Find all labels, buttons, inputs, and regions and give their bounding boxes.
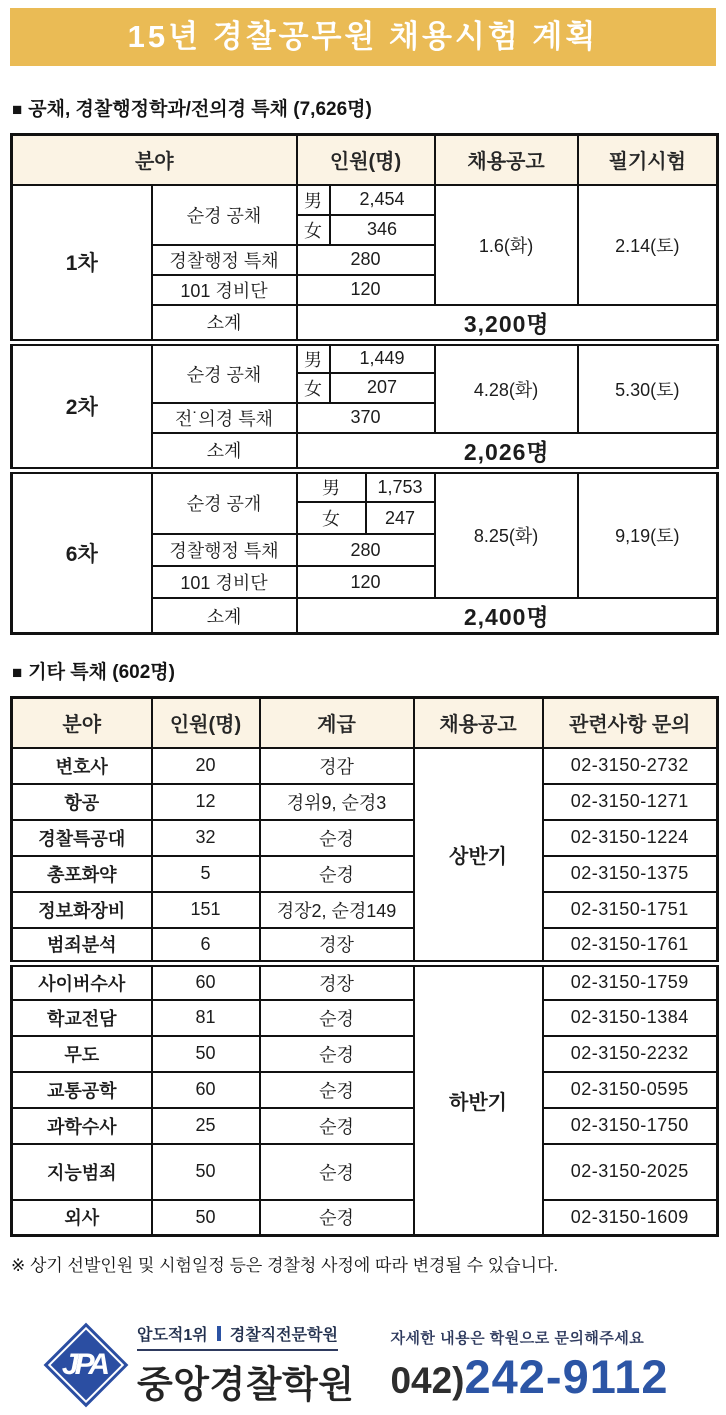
exam-date: 9,19(토) xyxy=(578,470,718,598)
column-header-announce: 채용공고 xyxy=(435,135,578,185)
rank-value: 순경 xyxy=(260,1072,414,1108)
category-count: 120 xyxy=(297,275,435,305)
special-recruit-table xyxy=(10,696,719,1237)
round2-block xyxy=(12,342,718,470)
subtotal-value: 3,200명 xyxy=(297,305,718,343)
count-value: 25 xyxy=(152,1108,260,1144)
subtotal-label: 소계 xyxy=(152,433,297,471)
category-label: 101 경비단 xyxy=(152,275,297,305)
phone-number: 02-3150-1609 xyxy=(543,1200,718,1236)
table-row xyxy=(12,1036,718,1072)
count-value: 6 xyxy=(152,928,260,964)
table-row xyxy=(12,1072,718,1108)
rank-value: 순경 xyxy=(260,1200,414,1236)
male-label: 男 xyxy=(297,185,330,215)
count-value: 20 xyxy=(152,748,260,784)
first-half-label: 상반기 xyxy=(414,748,543,964)
column-header-announce: 채용공고 xyxy=(414,698,543,748)
female-count: 247 xyxy=(366,502,435,534)
rank-value: 순경 xyxy=(260,1000,414,1036)
rank-value: 순경 xyxy=(260,1108,414,1144)
contact-note: 자세한 내용은 학원으로 문의해주세요 xyxy=(390,1329,645,1347)
table-row xyxy=(12,470,718,502)
field-name: 총포화약 xyxy=(12,856,152,892)
rank-value: 경장 xyxy=(260,964,414,1000)
category-count: 370 xyxy=(297,403,435,433)
table-row xyxy=(12,928,718,964)
rank-value: 경장2, 순경149 xyxy=(260,892,414,928)
field-name: 무도 xyxy=(12,1036,152,1072)
category-label: 전˙의경 특채 xyxy=(152,403,297,433)
second-half-label: 하반기 xyxy=(414,964,543,1236)
square-bullet-icon: ■ xyxy=(12,663,23,682)
count-value: 81 xyxy=(152,1000,260,1036)
special-recruit-heading xyxy=(12,657,726,684)
count-value: 32 xyxy=(152,820,260,856)
female-count: 346 xyxy=(330,215,435,245)
page-title: 15년 경찰공무원 채용시험 계획 xyxy=(127,19,599,54)
column-header-exam: 필기시험 xyxy=(578,135,718,185)
tagline-type-text: 경찰직전문학원 xyxy=(229,1327,338,1344)
announce-date: 8.25(화) xyxy=(435,470,578,598)
table-row xyxy=(12,1000,718,1036)
subtotal-label: 소계 xyxy=(152,598,297,634)
table-row xyxy=(12,1144,718,1200)
category-label: 경찰행정 특채 xyxy=(152,534,297,566)
field-name: 항공 xyxy=(12,784,152,820)
female-label: 女 xyxy=(297,502,366,534)
contact-phone xyxy=(390,1349,668,1404)
rank-value: 순경 xyxy=(260,1036,414,1072)
category-count: 280 xyxy=(297,534,435,566)
open-recruit-heading-text: 공채, 경찰행정학과/전의경 특채 (7,626명) xyxy=(28,99,372,120)
male-label: 男 xyxy=(297,470,366,502)
column-header-rank: 계급 xyxy=(260,698,414,748)
open-recruit-heading xyxy=(12,94,726,121)
male-label: 男 xyxy=(297,342,330,373)
category-label: 순경 공채 xyxy=(152,342,297,403)
count-value: 12 xyxy=(152,784,260,820)
table-row xyxy=(12,748,718,784)
phone-number: 02-3150-1384 xyxy=(543,1000,718,1036)
field-name: 변호사 xyxy=(12,748,152,784)
first-half-block xyxy=(12,748,718,964)
table-row xyxy=(12,1200,718,1236)
field-name: 경찰특공대 xyxy=(12,820,152,856)
column-header-count: 인원(명) xyxy=(152,698,260,748)
column-header-field: 분야 xyxy=(12,135,297,185)
rank-value: 경위9, 순경3 xyxy=(260,784,414,820)
subtotal-value: 2,400명 xyxy=(297,598,718,634)
category-label: 순경 공개 xyxy=(152,470,297,534)
jpa-logo-letters: JPA xyxy=(61,1348,107,1381)
round-label: 6차 xyxy=(12,470,152,634)
phone-number: 02-3150-2025 xyxy=(543,1144,718,1200)
rank-value: 순경 xyxy=(260,856,414,892)
field-name: 지능범죄 xyxy=(12,1144,152,1200)
phone-number: 02-3150-2732 xyxy=(543,748,718,784)
female-count: 207 xyxy=(330,373,435,403)
rank-value: 순경 xyxy=(260,820,414,856)
field-name: 정보화장비 xyxy=(12,892,152,928)
field-name: 과학수사 xyxy=(12,1108,152,1144)
round1-block xyxy=(12,185,718,343)
field-name: 사이버수사 xyxy=(12,964,152,1000)
phone-number: 02-3150-1759 xyxy=(543,964,718,1000)
field-name: 범죄분석 xyxy=(12,928,152,964)
tagline-rank-text: 압도적1위 xyxy=(137,1327,208,1344)
table-row xyxy=(12,892,718,928)
round-label: 1차 xyxy=(12,185,152,343)
phone-number: 02-3150-2232 xyxy=(543,1036,718,1072)
table-row xyxy=(12,820,718,856)
column-header-field: 분야 xyxy=(12,698,152,748)
announce-date: 4.28(화) xyxy=(435,342,578,433)
second-half-block xyxy=(12,964,718,1236)
table-row xyxy=(12,185,718,215)
male-count: 2,454 xyxy=(330,185,435,215)
female-label: 女 xyxy=(297,373,330,403)
column-header-contact: 관련사항 문의 xyxy=(543,698,718,748)
subtotal-value: 2,026명 xyxy=(297,433,718,471)
table-row xyxy=(12,856,718,892)
rank-value: 경장 xyxy=(260,928,414,964)
footer xyxy=(45,1322,669,1408)
phone-number: 02-3150-0595 xyxy=(543,1072,718,1108)
announce-date: 1.6(화) xyxy=(435,185,578,305)
category-count: 280 xyxy=(297,245,435,275)
contact-block xyxy=(390,1327,668,1404)
count-value: 50 xyxy=(152,1036,260,1072)
category-label: 경찰행정 특채 xyxy=(152,245,297,275)
exam-date: 2.14(토) xyxy=(578,185,718,305)
academy-tagline xyxy=(137,1322,338,1351)
count-value: 50 xyxy=(152,1144,260,1200)
female-label: 女 xyxy=(297,215,330,245)
special-recruit-heading-text: 기타 특채 (602명) xyxy=(28,662,175,683)
divider-bar-icon xyxy=(217,1326,221,1341)
title-banner xyxy=(10,8,716,66)
phone-number: 02-3150-1271 xyxy=(543,784,718,820)
phone-number: 02-3150-1375 xyxy=(543,856,718,892)
academy-brand xyxy=(137,1322,354,1408)
field-name: 외사 xyxy=(12,1200,152,1236)
count-value: 60 xyxy=(152,964,260,1000)
phone-main-number: 242-9112 xyxy=(464,1349,669,1403)
disclaimer-note: ※ 상기 선발인원 및 시험일정 등은 경찰청 사정에 따라 변경될 수 있습니다. xyxy=(11,1256,559,1275)
phone-number: 02-3150-1224 xyxy=(543,820,718,856)
phone-number: 02-3150-1750 xyxy=(543,1108,718,1144)
male-count: 1,449 xyxy=(330,342,435,373)
open-recruit-table xyxy=(10,133,719,635)
table-row xyxy=(12,1108,718,1144)
table-row xyxy=(12,964,718,1000)
exam-date: 5.30(토) xyxy=(578,342,718,433)
square-bullet-icon: ■ xyxy=(12,100,23,119)
column-header-count: 인원(명) xyxy=(297,135,435,185)
count-value: 5 xyxy=(152,856,260,892)
table-header-row xyxy=(12,135,718,185)
table-header-row xyxy=(12,698,718,748)
count-value: 151 xyxy=(152,892,260,928)
count-value: 60 xyxy=(152,1072,260,1108)
category-label: 순경 공채 xyxy=(152,185,297,245)
academy-name: 중앙경찰학원 xyxy=(137,1364,355,1405)
phone-area-code: 042) xyxy=(390,1359,465,1401)
male-count: 1,753 xyxy=(366,470,435,502)
phone-number: 02-3150-1761 xyxy=(543,928,718,964)
count-value: 50 xyxy=(152,1200,260,1236)
table-row xyxy=(12,784,718,820)
category-count: 120 xyxy=(297,566,435,598)
field-name: 학교전담 xyxy=(12,1000,152,1036)
subtotal-label: 소계 xyxy=(152,305,297,343)
phone-number: 02-3150-1751 xyxy=(543,892,718,928)
table-row xyxy=(12,342,718,373)
rank-value: 순경 xyxy=(260,1144,414,1200)
jpa-logo xyxy=(45,1324,127,1406)
category-label: 101 경비단 xyxy=(152,566,297,598)
round6-block xyxy=(12,470,718,634)
field-name: 교통공학 xyxy=(12,1072,152,1108)
rank-value: 경감 xyxy=(260,748,414,784)
round-label: 2차 xyxy=(12,342,152,470)
